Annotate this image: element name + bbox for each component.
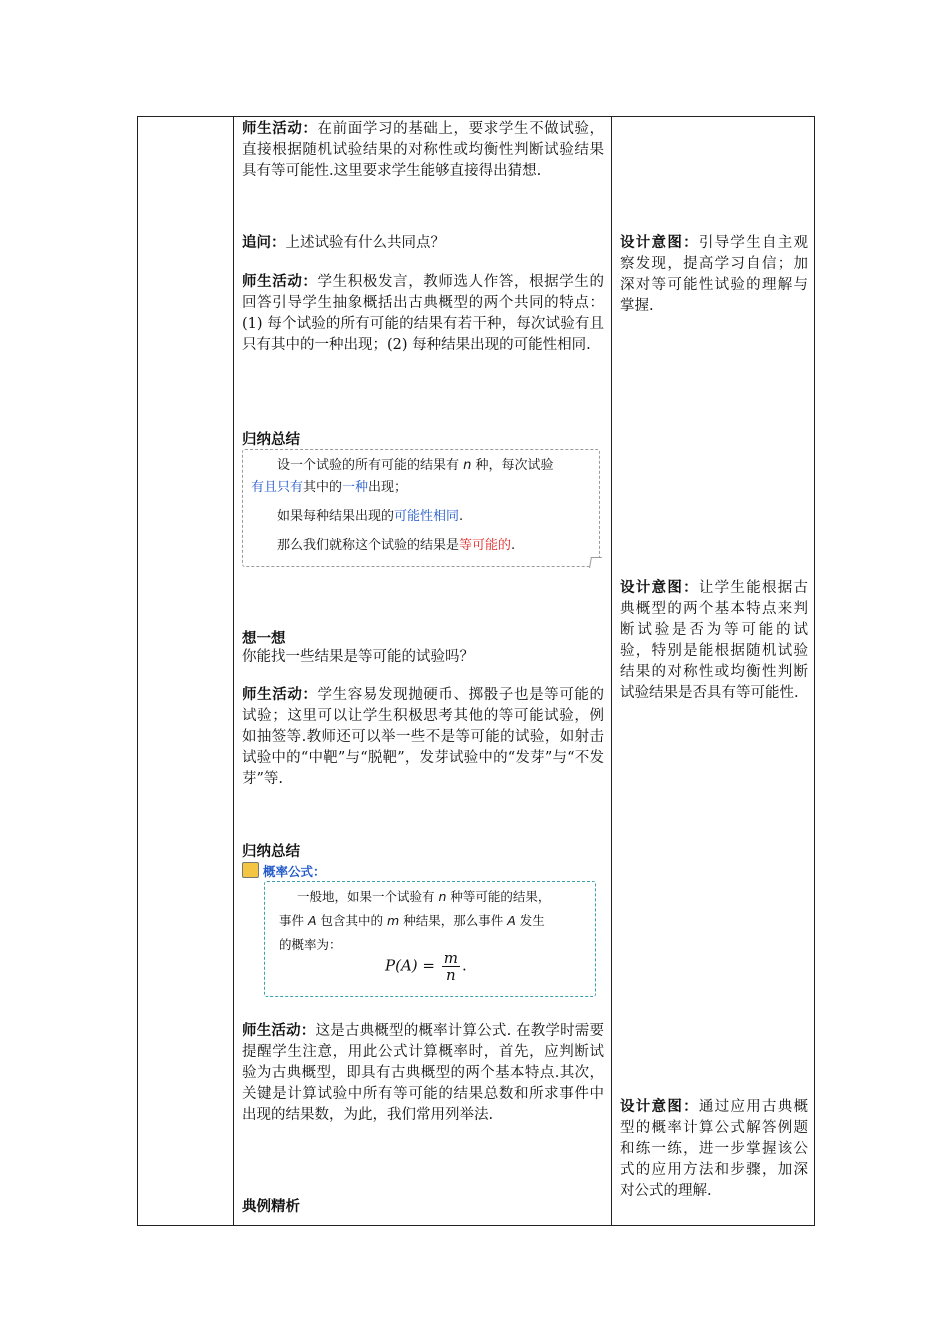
activity-paragraph-2 [242, 272, 604, 356]
teacher-icon [242, 862, 259, 878]
definition-line-2: 有且只有其中的一种出现； [251, 480, 408, 495]
activity-label: 师生活动： [242, 121, 318, 137]
think-heading: 想一想 [242, 631, 286, 647]
lesson-table [137, 116, 815, 1226]
page-curl-icon [589, 557, 602, 568]
definition-line-1: 设一个试验的所有可能的结果有 n 种，每次试验 [277, 458, 554, 473]
summary-heading-2: 归纳总结 [242, 844, 300, 860]
formula-line-2: 事件 A 包含其中的 m 种结果，那么事件 A 发生 [279, 913, 545, 928]
design-intent-text: 让学生能根据古典概型的两个基本特点来判断试验是否为等可能的试验，特别是能根据随机试验结果的对称性或均衡性判断试验结果是否具有等可能性. [620, 580, 809, 701]
activity-text: 在前面学习的基础上，要求学生不做试验，直接根据随机试验结果的对称性或均衡性判断试验结果具有等可能性.这里要求学生能够直接得出猜想. [242, 121, 605, 179]
summary-heading-1: 归纳总结 [242, 432, 300, 448]
question-text: 上述试验有什么共同点？ [285, 235, 445, 251]
formula-line-1: 一般地，如果一个试验有 n 种等可能的结果， [297, 889, 551, 904]
example-heading: 典例精析 [242, 1199, 300, 1215]
design-intent-label: 设计意图： [620, 235, 699, 251]
design-intent-3 [620, 1097, 808, 1202]
question-label: 追问： [242, 235, 286, 251]
activity-text: 学生积极发言，教师选人作答，根据学生的回答引导学生抽象概括出古典概型的两个共同的特点：(1) 每个试验的所有可能的结果有若干种，每次试验有且只有其中的一种出现；(2) 每种结果出现的可能性相同. [242, 274, 605, 353]
design-intent-1 [620, 233, 808, 317]
definition-line-4: 那么我们就称这个试验的结果是等可能的. [277, 538, 516, 553]
formula-fraction: $\frac{m}{n}$ [443, 949, 458, 984]
activity-text: 这是古典概型的概率计算公式. 在教学时需要提醒学生注意，用此公式计算概率时，首先，应判断试验为古典概型，即具有古典概型的两个基本特点.其次，关键是计算试验中所有等可能的结果总数和所求事件中出现的结果数，为此，我们常用列举法. [242, 1023, 605, 1123]
design-intent-text: 通过应用古典概型的概率计算公式解答例题和练一练，进一步掌握该公式的应用方法和步骤，加深对公式的理解. [620, 1099, 809, 1199]
activity-text: 学生容易发现抛硬币、掷骰子也是等可能的试验；这里可以让学生积极思考其他的等可能试验，例如抽签等.教师还可以举一些不是等可能的试验，如射击试验中的“中靶”与“脱靶”，发芽试验中的“发芽”与“不发芽”等. [242, 687, 605, 787]
activity-label: 师生活动： [242, 687, 318, 703]
probability-formula: P(A) = $\frac{m}{n}$ . [385, 949, 467, 984]
column-divider-1 [233, 117, 234, 1225]
activity-label: 师生活动： [242, 1023, 316, 1039]
column-divider-2 [611, 117, 612, 1225]
formula-box [264, 881, 596, 997]
formula-label: 概率公式： [242, 862, 326, 880]
follow-up-question [242, 233, 604, 254]
design-intent-text: 引导学生自主观察发现，提高学习自信；加深对等可能性试验的理解与掌握. [620, 235, 809, 314]
think-question: 你能找一些结果是等可能的试验吗？ [242, 649, 474, 665]
design-intent-2 [620, 578, 808, 704]
design-intent-label: 设计意图： [620, 1099, 699, 1115]
activity-paragraph-1 [242, 119, 604, 182]
activity-paragraph-3 [242, 685, 604, 790]
activity-paragraph-4 [242, 1021, 604, 1126]
definition-line-3: 如果每种结果出现的可能性相同. [277, 509, 464, 524]
activity-label: 师生活动： [242, 274, 318, 290]
design-intent-label: 设计意图： [620, 580, 699, 596]
definition-box [242, 449, 600, 567]
formula-line-3: 的概率为： [279, 937, 342, 952]
